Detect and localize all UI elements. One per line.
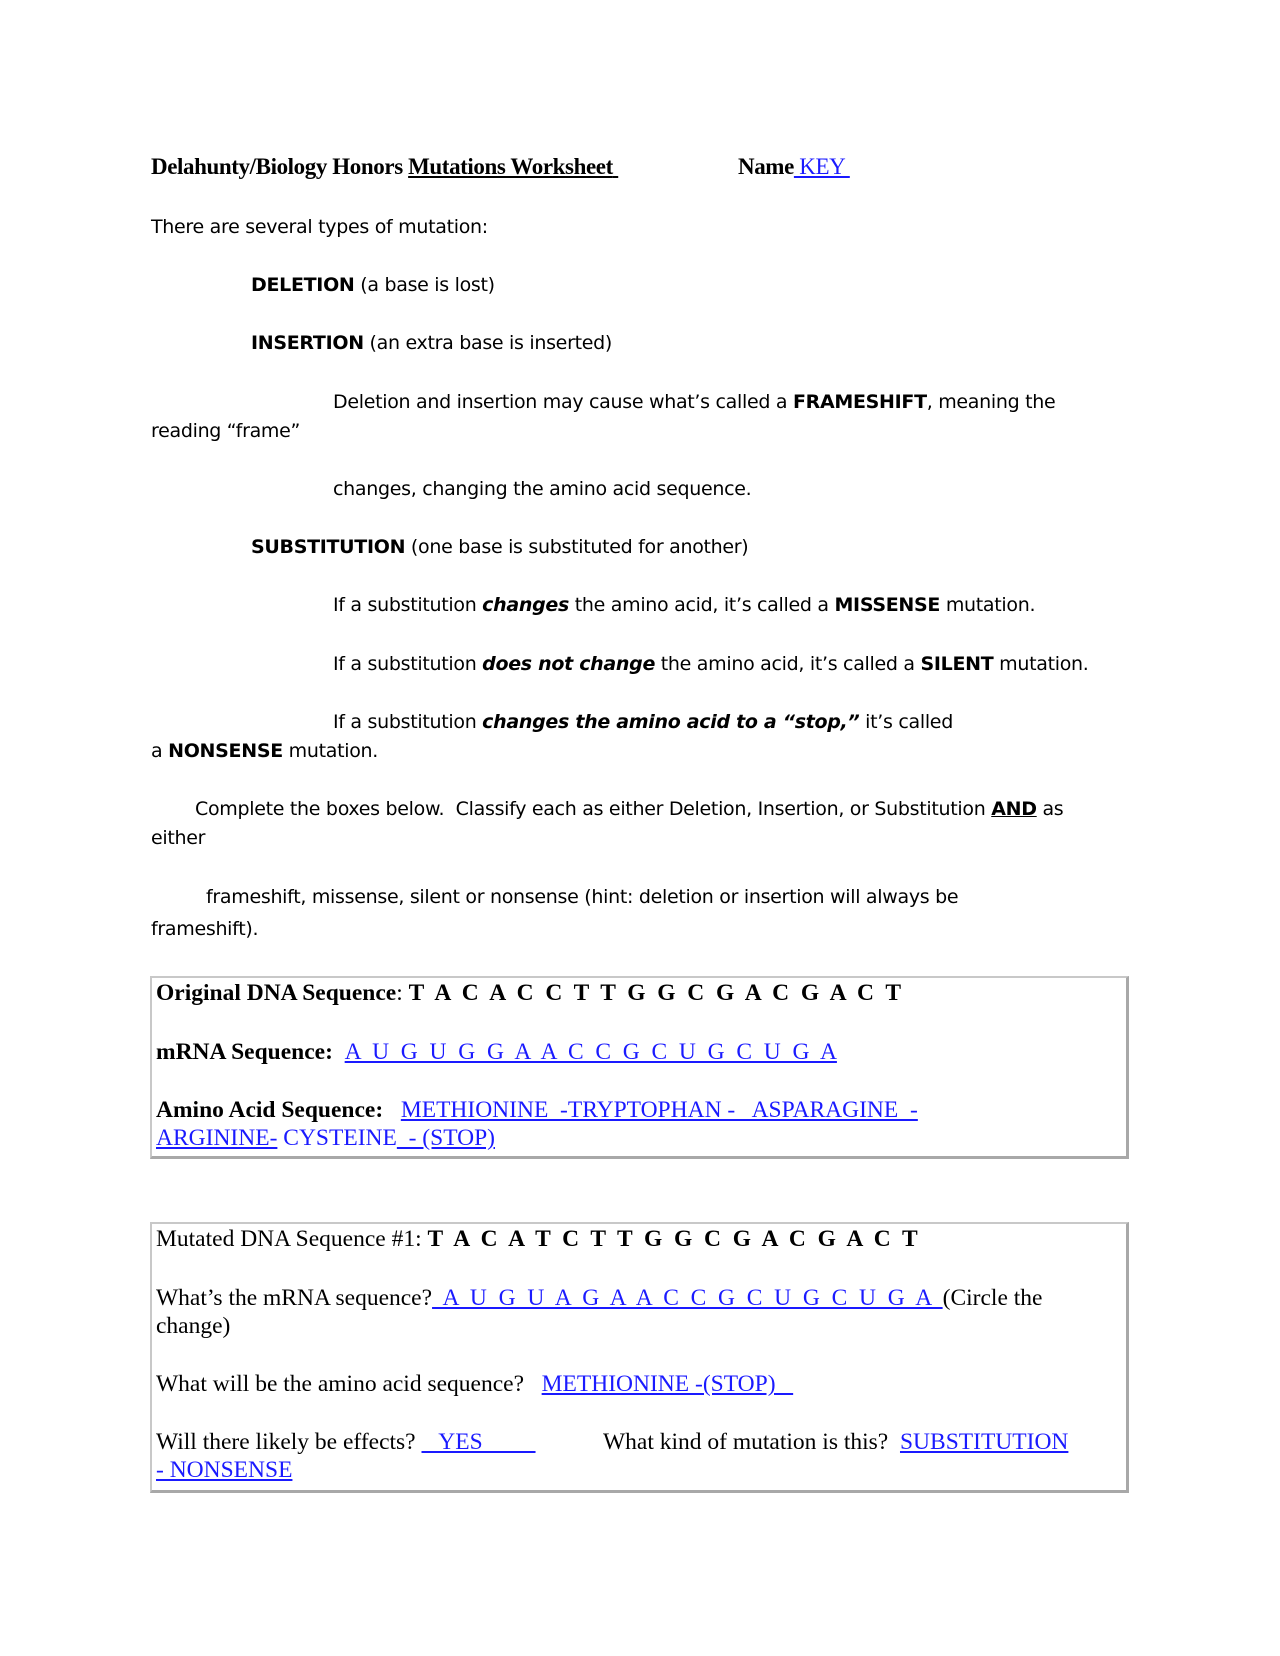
original-amino-answer-arginine[interactable]: ARGININE- (156, 1125, 278, 1151)
frameshift-line1 (333, 391, 1055, 413)
missense-text-mid: the amino acid, it’s called a (569, 594, 835, 616)
frameshift-line3: changes, changing the amino acid sequence. (333, 478, 752, 500)
kind-question: What kind of mutation is this? (603, 1429, 889, 1455)
substitution-term: SUBSTITUTION (251, 536, 406, 558)
worksheet-title: Mutations Worksheet (408, 154, 613, 179)
original-amino-label: Amino Acid Sequence: (156, 1097, 384, 1123)
intro-lead: There are several types of mutation: (151, 216, 488, 238)
kind-answer-line1[interactable]: SUBSTITUTION (899, 1429, 1069, 1455)
instructions-line1 (195, 798, 1063, 820)
instructions-line2: either (151, 827, 206, 849)
original-mrna-label: mRNA Sequence: (156, 1039, 333, 1065)
instructions-text-post: as (1036, 798, 1064, 820)
nonsense-definition-line2 (151, 740, 378, 762)
original-dna-row (156, 980, 901, 1007)
mutated-mrna-row (156, 1285, 1042, 1312)
mutated-kind-row-2 (156, 1457, 292, 1484)
mutated-mrna-note-line2: change) (156, 1313, 231, 1339)
original-dna-sequence: T A C A C C T T G G C G A C G A C T (408, 980, 901, 1006)
nonsense-line2-pre: a (151, 740, 169, 762)
instructions-emphasis: AND (991, 798, 1037, 820)
mutated-amino-answer[interactable]: METHIONINE -(STOP) (541, 1371, 794, 1397)
original-dna-colon: : (396, 980, 409, 1006)
worksheet-header (151, 154, 618, 180)
mutated-mrna-answer[interactable]: A U G U A G A A C C G C U G C U G A (432, 1285, 943, 1311)
effects-answer[interactable]: YES (421, 1429, 536, 1455)
instructions-line4: frameshift). (151, 918, 259, 940)
original-amino-answer-line1[interactable]: METHIONINE -TRYPTOPHAN - ASPARAGINE - (400, 1097, 918, 1123)
mutated-effects-row (156, 1429, 1068, 1456)
instructions-line3: frameshift, missense, silent or nonsense (hint: deletion or insertion will always be (206, 886, 959, 908)
deletion-definition (251, 274, 495, 296)
substitution-definition (251, 536, 748, 558)
deletion-term: DELETION (251, 274, 355, 296)
mutated-sequence-1-box (150, 1222, 1129, 1493)
silent-term: SILENT (920, 653, 994, 675)
mutated-dna-sequence: T A C A T C T T G G C G A C G A C T (427, 1226, 918, 1252)
silent-text-mid: the amino acid, it’s called a (655, 653, 921, 675)
nonsense-definition-line1 (333, 711, 953, 733)
missense-term: MISSENSE (834, 594, 941, 616)
original-dna-label: Original DNA Sequence (156, 980, 397, 1006)
original-sequence-box (150, 976, 1129, 1159)
missense-text-post: mutation. (940, 594, 1036, 616)
missense-text: If a substitution (333, 594, 483, 616)
insertion-definition (251, 332, 612, 354)
course-label: Delahunty/Biology Honors (151, 154, 409, 179)
frameshift-text-post: , meaning the (926, 391, 1056, 413)
name-label: Name (738, 154, 794, 179)
missense-definition (333, 594, 1035, 616)
insertion-desc: (an extra base is inserted) (363, 332, 612, 354)
mutated-mrna-note: (Circle the (942, 1285, 1043, 1311)
silent-text-post: mutation. (993, 653, 1089, 675)
frameshift-term: FRAMESHIFT (792, 391, 927, 413)
insertion-term: INSERTION (251, 332, 364, 354)
name-field (738, 154, 850, 180)
substitution-desc: (one base is substituted for another) (405, 536, 749, 558)
original-mrna-row (156, 1039, 837, 1066)
instructions-text: Complete the boxes below. Classify each as either Deletion, Insertion, or Substitution (195, 798, 992, 820)
original-amino-answer-cysteine[interactable]: CYSTEINE (277, 1125, 397, 1151)
deletion-desc: (a base is lost) (354, 274, 495, 296)
effects-question: Will there likely be effects? (156, 1429, 416, 1455)
frameshift-line2: reading “frame” (151, 420, 301, 442)
original-amino-row-2 (156, 1125, 495, 1152)
nonsense-term: NONSENSE (168, 740, 283, 762)
silent-emphasis: does not change (482, 653, 656, 675)
name-value[interactable]: KEY (793, 154, 850, 179)
mutated-mrna-question: What’s the mRNA sequence? (156, 1285, 433, 1311)
mutated-amino-question: What will be the amino acid sequence? (156, 1371, 525, 1397)
original-mrna-answer[interactable]: A U G U G G A A C C G C U G C U G A (344, 1039, 837, 1065)
mutated-dna-label: Mutated DNA Sequence #1: (156, 1226, 428, 1252)
frameshift-text: Deletion and insertion may cause what’s called a (333, 391, 793, 413)
original-amino-answer-stop[interactable]: - (STOP) (396, 1125, 495, 1151)
mutated-dna-row (156, 1226, 918, 1253)
nonsense-text: If a substitution (333, 711, 483, 733)
mutated-amino-row (156, 1371, 793, 1398)
kind-answer-line2[interactable]: - NONSENSE (156, 1457, 293, 1483)
silent-text: If a substitution (333, 653, 483, 675)
silent-definition (333, 653, 1089, 675)
missense-emphasis: changes (482, 594, 570, 616)
nonsense-emphasis: changes the amino acid to a “stop,” (482, 711, 860, 733)
nonsense-text-post: mutation. (282, 740, 379, 762)
original-amino-row (156, 1097, 918, 1124)
nonsense-text-mid: it’s called (859, 711, 953, 733)
